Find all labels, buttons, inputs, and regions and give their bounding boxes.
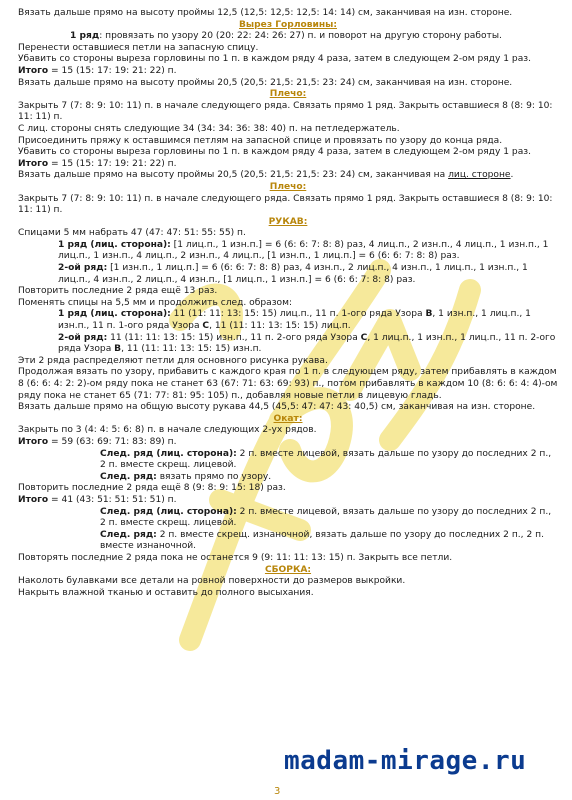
neck-line3: Убавить со стороны выреза горловины по 1 п. в каждом ряду 4 раза, затем в следующем 2-ом ряду 1 раз.: [18, 54, 531, 65]
document-page: [18, 8, 558, 599]
okat-step4: След. ряд: 2 п. вместе скрещ. изнаночной, вязать дальше по узору до последних 2 п., 2 п. вместе изнаночной.: [100, 529, 544, 552]
heading-shoulder-2: Плечо:: [269, 181, 307, 192]
sleeve-line10: Вязать дальше прямо на общую высоту рукава 44,5 (45,5: 47: 47: 43: 40,5) см, заканчивая на изн. стороне.: [18, 402, 536, 413]
okat-line9: Повторять последние 2 ряда пока не останется 9 (9: 11: 11: 13: 15) п. Закрыть все петли.: [18, 552, 453, 563]
okat-total2: Итого = 41 (43: 51: 51: 51: 51) п.: [18, 494, 177, 505]
heading-assembly: СБОРКА:: [264, 564, 312, 575]
shoulder1-line1: Закрыть 7 (7: 8: 9: 10: 11) п. в начале следующего ряда. Связать прямо 1 ряд. Закрыть оставшиеся 8 (8: 9: 10: 11: 11) п.: [18, 100, 553, 123]
shoulder1-line6: Вязать дальше прямо на высоту проймы 20,5 (20,5: 21,5: 21,5: 23: 24) см, заканчивая на лиц. стороне.: [18, 170, 514, 181]
heading-sleeve: РУКАВ:: [268, 216, 308, 227]
okat-total1: Итого = 59 (63: 69: 71: 83: 89) п.: [18, 436, 177, 447]
sleeve-row2: 2-ой ряд: [1 изн.п., 1 лиц.п.] = 6 (6: 6: 7: 8: 8) раз, 4 изн.п., 2 лиц.п., 4 изн.п., 1 лиц.п., 1 изн.п., 1 лиц.п., 4 изн.п., 2 лиц.п., 4 изн.п., [1 лиц.п., 1 изн.п.] = 6 (6: 6: 7: 8: 8) раз.: [58, 263, 528, 285]
okat-step2: След. ряд: вязать прямо по узору.: [100, 471, 272, 482]
assembly-line1: Наколоть булавками все детали на ровной поверхности до размеров выкройки.: [18, 576, 406, 587]
site-watermark-text: madam-mirage.ru: [284, 746, 527, 776]
sleeve-line8: Эти 2 ряда распределяют петли для основного рисунка рукава.: [18, 355, 328, 366]
shoulder1-total: Итого = 15 (15: 17: 19: 21: 22) п.: [18, 158, 177, 169]
sleeve-row4: 2-ой ряд: 11 (11: 11: 13: 15: 15) изн.п., 11 п. 2-ого ряда Узора С, 1 лиц.п., 1 изн.п., 1 лиц.п., 11 п. 2-ого ряда Узора В, 11 (11: 11: 13: 15: 15) изн.п.: [58, 332, 556, 355]
heading-okat: Окат:: [273, 413, 303, 424]
okat-line5: Повторить последние 2 ряда ещё 8 (9: 8: 9: 15: 18) раз.: [18, 483, 286, 494]
okat-step1: След. ряд (лиц. сторона): 2 п. вместе лицевой, вязать дальше по узору до последних 2 п., 2 п. вместе скрещ. лицевой.: [100, 448, 552, 471]
heading-shoulder-1: Плечо:: [269, 89, 307, 100]
okat-step3: След. ряд (лиц. сторона): 2 п. вместе лицевой, вязать дальше по узору до последних 2 п., 2 п. вместе скрещ. лицевой.: [100, 506, 552, 529]
sleeve-line1: Спицами 5 мм набрать 47 (47: 47: 51: 55: 55) п.: [18, 228, 246, 239]
shoulder1-line2: С лиц. стороны снять следующие 34 (34: 34: 36: 38: 40) п. на петледержатель.: [18, 123, 400, 134]
sleeve-line4: Повторить последние 2 ряда ещё 13 раз.: [18, 286, 218, 297]
shoulder2-line1: Закрыть 7 (7: 8: 9: 10: 11) п. в начале следующего ряда. Связать прямо 1 ряд. Закрыть оставшиеся 8 (8: 9: 10: 11: 11) п.: [18, 193, 553, 216]
assembly-line2: Накрыть влажной тканью и оставить до полного высыхания.: [18, 587, 314, 598]
sleeve-row3: 1 ряд (лиц. сторона): 11 (11: 11: 13: 15: 15) лиц.п., 11 п. 1-ого ряда Узора В, 1 изн.п., 1 лиц.п., 1 изн.п., 11 п. 1-ого ряда Узора С, 11 (11: 11: 13: 15: 15) лиц.п.: [58, 309, 531, 332]
neck-total: Итого = 15 (15: 17: 19: 21: 22) п.: [18, 65, 177, 76]
neck-line5: Вязать дальше прямо на высоту проймы 20,5 (20,5: 21,5: 21,5: 23: 24) см, заканчивая на изн. стороне.: [18, 77, 513, 88]
intro-paragraph: Вязать дальше прямо на высоту проймы 12,5 (12,5: 12,5: 12,5: 14: 14) см, заканчивая на изн. стороне.: [18, 8, 513, 18]
neck-line2: Перенести оставшиеся петли на запасную спицу.: [18, 42, 259, 53]
okat-line1: Закрыть по 3 (4: 4: 5: 6: 8) п. в начале следующих 2-ух рядов.: [18, 425, 317, 436]
sleeve-line9: Продолжая вязать по узору, прибавить с каждого края по 1 п. в следующем ряду, затем прибавлять в каждом 8 (6: 6: 4: 2: 2)-ом ряду пока не станет 63 (67: 71: 63: 69: 93) п., потом прибавлять в каждом 10 (8: 6: 6: 4: 4)-ом ряду пока не станет 65 (71: 77: 81: 95: 105) п., добавляя новые петли в лицевую гладь.: [18, 367, 558, 401]
shoulder1-line4: Убавить со стороны выреза горловины по 1 п. в каждом ряду 4 раза, затем в следующем 2-ом ряду 1 раз.: [18, 147, 531, 158]
heading-neckline: Вырез Горловины:: [238, 19, 337, 30]
neck-row1: 1 ряд: провязать по узору 20 (20: 22: 24: 26: 27) п. и поворот на другую сторону работы.: [70, 31, 502, 42]
shoulder1-line3: Присоединить пряжу к оставшимся петлям на запасной спице и провязать по узору до конца ряда.: [18, 135, 503, 146]
page-number: 3: [274, 786, 281, 797]
sleeve-row1: 1 ряд (лиц. сторона): [1 лиц.п., 1 изн.п.] = 6 (6: 6: 7: 8: 8) раз, 4 лиц.п., 2 изн.п., 4 лиц.п., 1 изн.п., 1 лиц.п., 1 изн.п., 4 лиц.п., 2 изн.п., 4 лиц.п., [1 изн.п., 1 лиц.п.] = 6 (6: 6: 7: 8: 8) раз.: [58, 239, 549, 262]
sleeve-line5: Поменять спицы на 5,5 мм и продолжить след. образом:: [18, 297, 293, 308]
